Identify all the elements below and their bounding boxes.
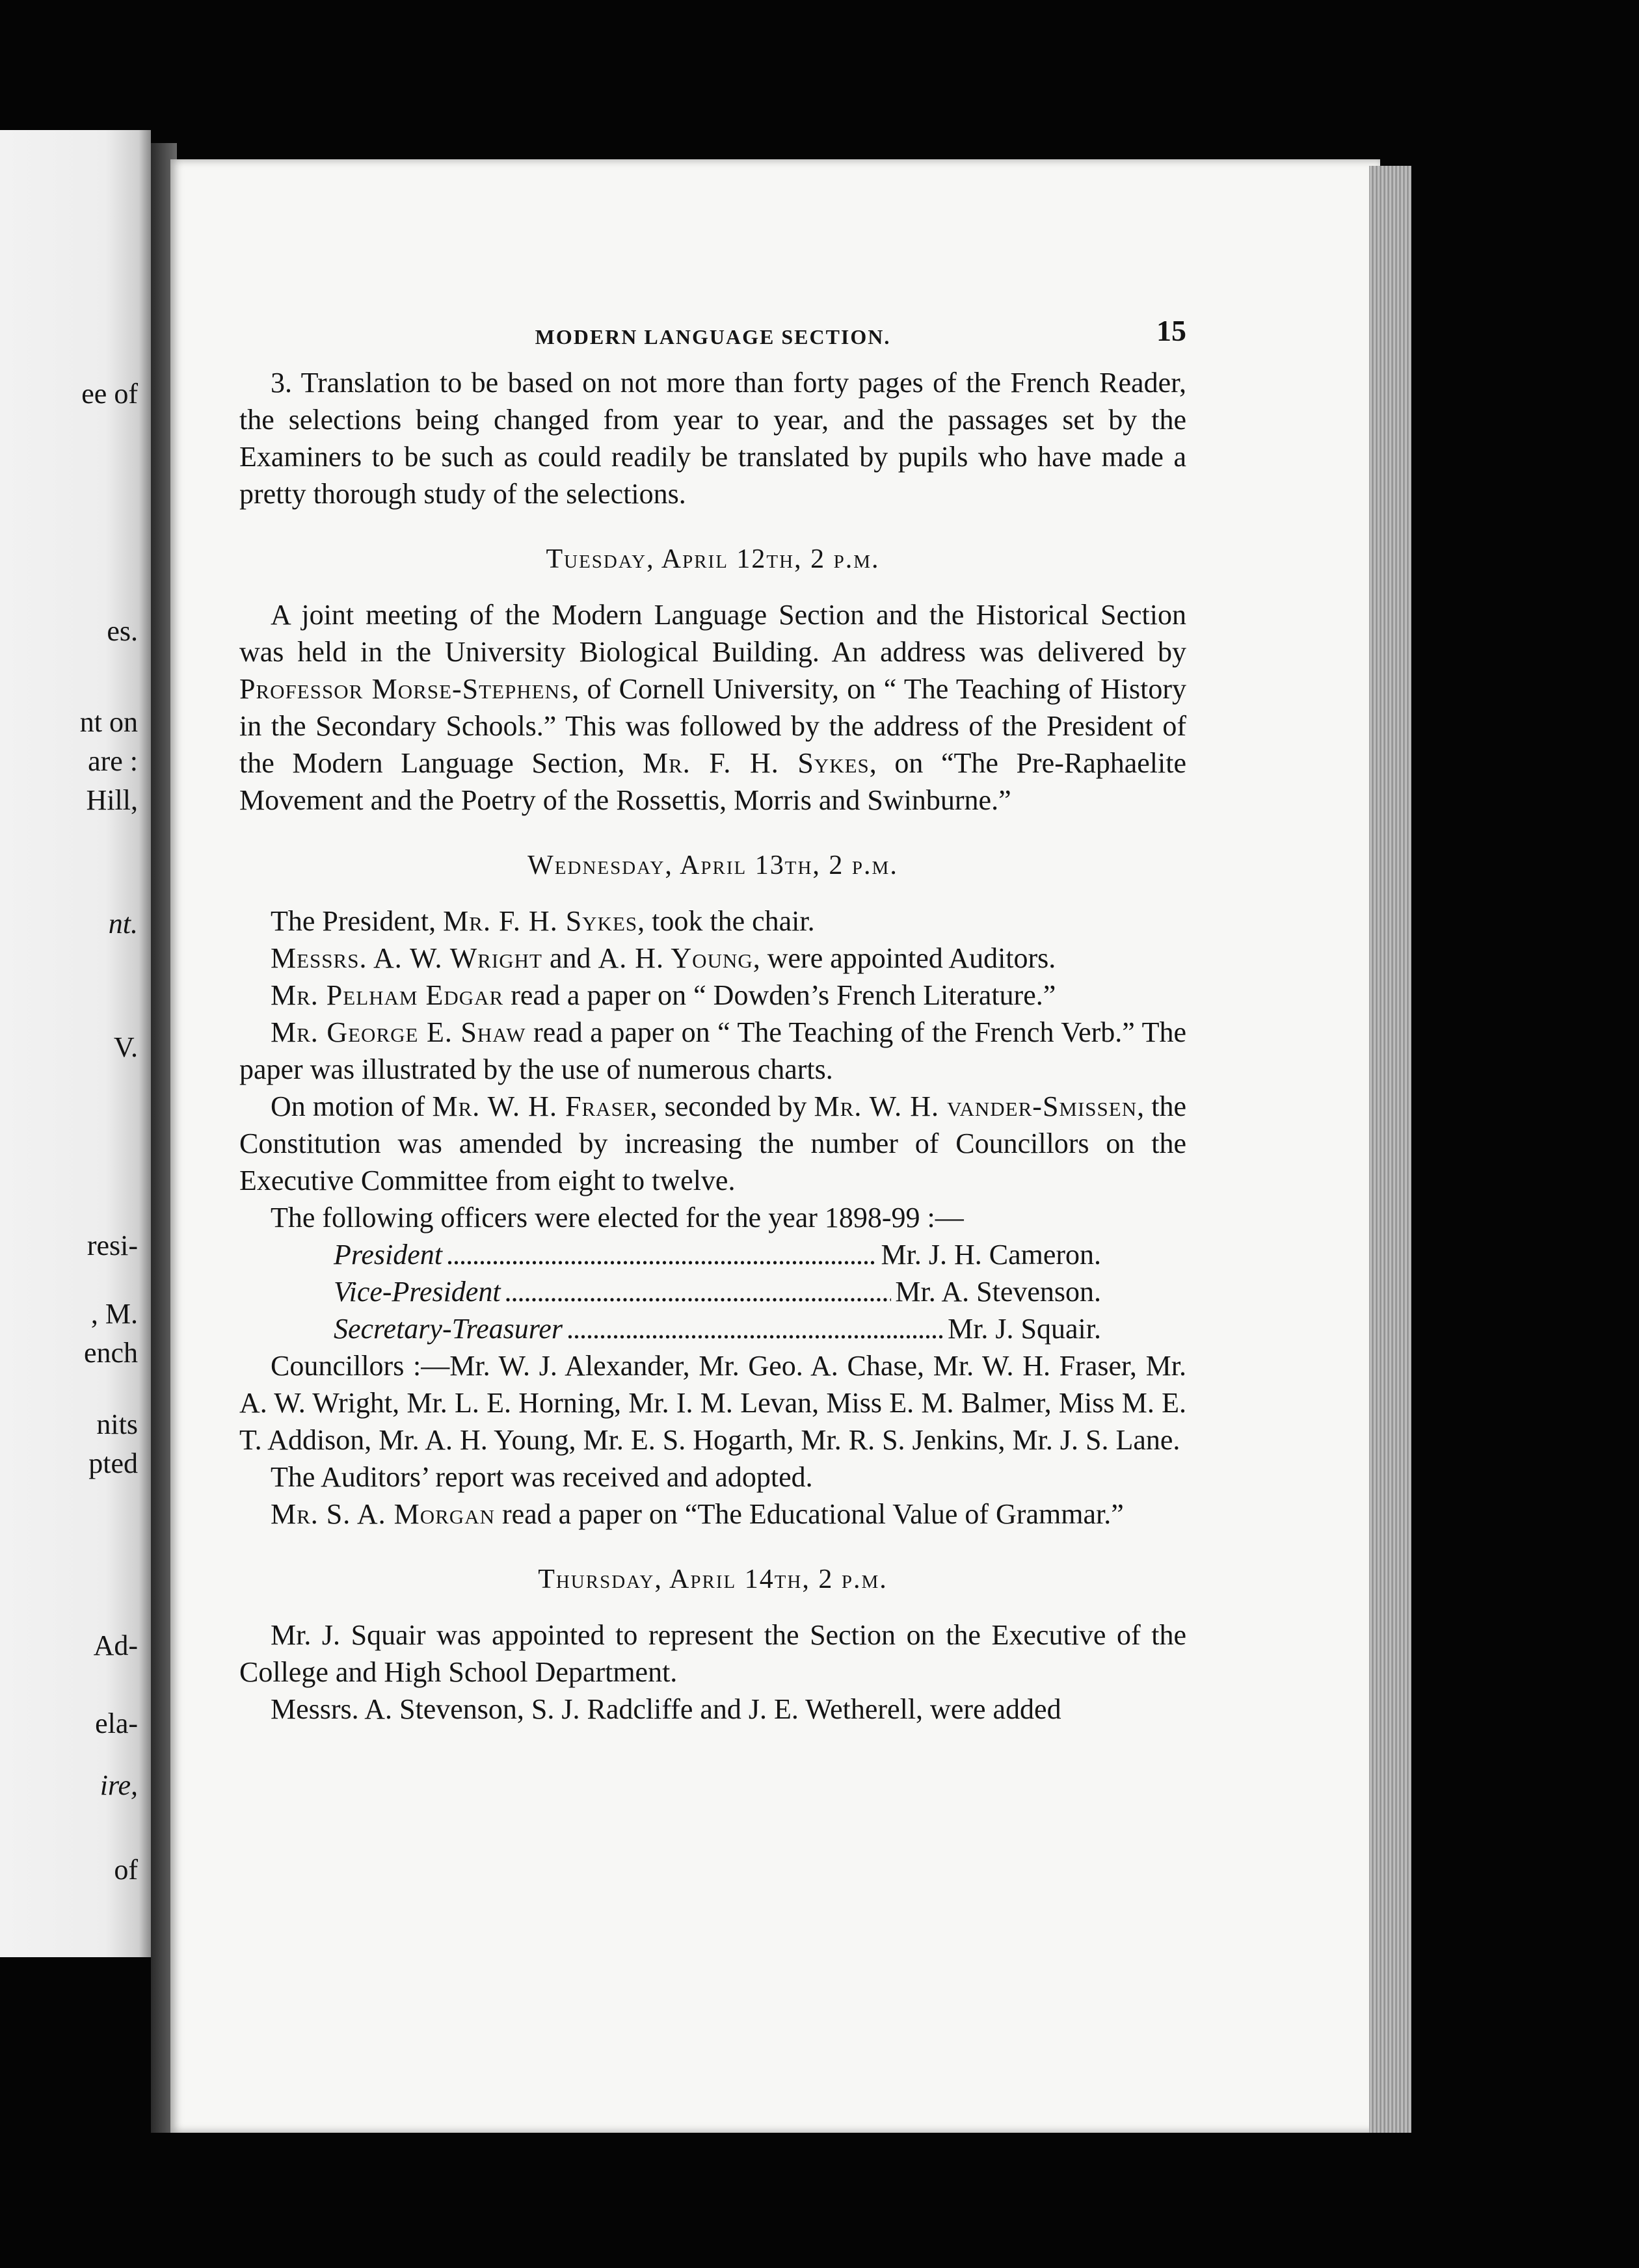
person-name: Mr. S. A. Morgan xyxy=(271,1498,495,1530)
facing-page-fragment: nt on xyxy=(79,706,138,738)
facing-page-fragment: ee of xyxy=(81,378,138,410)
text-span: , on “The Pre-Raphaelite Movement and the Poetry of the Rossettis, Morris and Swinburne.” xyxy=(239,747,1186,816)
wednesday-motion xyxy=(239,1088,1186,1199)
text-span: , of Cornell University, on “ The Teaching of History in the Secondary Schools.” This was followed by the address of the President of the Modern Language Section, xyxy=(239,673,1186,779)
text-span: , were appointed Auditors. xyxy=(753,942,1056,974)
officer-role: Secretary-Treasurer xyxy=(334,1313,563,1345)
wednesday-shaw-paper xyxy=(239,1014,1186,1088)
text-span: The President, xyxy=(271,905,444,937)
text-span: On motion of xyxy=(271,1090,433,1122)
facing-page-fragment: nt. xyxy=(108,908,138,940)
facing-page-fragment: es. xyxy=(107,615,138,647)
wednesday-edgar-paper xyxy=(239,977,1186,1014)
text-span: , took the chair. xyxy=(637,905,815,937)
text-span: A joint meeting of the Modern Language Section and the Historical Section was held in the University Biological Building. An address was delivered by xyxy=(239,599,1186,668)
facing-page-fragment: ench xyxy=(83,1337,138,1369)
officer-row xyxy=(334,1273,1101,1310)
thursday-paragraph-2: Messrs. A. Stevenson, S. J. Radcliffe and J. E. Wetherell, were added xyxy=(271,1693,1061,1725)
person-name: Mr. W. H. Fraser xyxy=(432,1090,650,1122)
facing-page-fragment: pted xyxy=(88,1447,138,1479)
dot-leader xyxy=(446,1236,877,1273)
person-name: Mr. W. H. vander-Smissen xyxy=(814,1090,1138,1122)
person-name: Messrs. A. W. Wright xyxy=(271,942,542,974)
running-head-title: MODERN LANGUAGE SECTION. xyxy=(535,325,891,349)
facing-page-fragment: are : xyxy=(88,745,138,777)
person-name: Professor Morse-Stephens xyxy=(239,673,572,705)
facing-page-fragment: resi- xyxy=(87,1230,138,1261)
dot-leader xyxy=(505,1273,892,1310)
person-name: Mr. F. H. Sykes xyxy=(642,747,870,779)
facing-page-fragment: of xyxy=(114,1854,138,1886)
intro-paragraph: 3. Translation to be based on not more than forty pages of the French Reader, the selections being changed from year to year, and the passages set by the Examiners to be such as could readily be translated by pupils who have made a pretty thorough study of the selections. xyxy=(239,367,1186,510)
dot-leader xyxy=(566,1310,944,1347)
facing-page-fragment: , M. xyxy=(90,1298,138,1330)
tuesday-paragraph xyxy=(239,596,1186,819)
officer-name: Mr. A. Stevenson. xyxy=(895,1276,1101,1308)
facing-page-fragment: Hill, xyxy=(86,784,138,816)
page-number: 15 xyxy=(1156,314,1186,347)
text-span: read a paper on “ Dowden’s French Literature.” xyxy=(503,979,1056,1011)
wednesday-chair xyxy=(239,903,1186,940)
councillors-list: Councillors :—Mr. W. J. Alexander, Mr. Geo. A. Chase, Mr. W. H. Fraser, Mr. A. W. Wright, Mr. L. E. Horning, Mr. I. M. Levan, Miss E. M. Balmer, Miss M. E. T. Addison, Mr. A. H. Young, Mr. E. S. Hogarth, Mr. R. S. Jenkins, Mr. J. S. Lane. xyxy=(239,1350,1186,1456)
person-name: A. H. Young xyxy=(598,942,753,974)
text-span: , the Constitution was amended by increasing the number of Councillors on the Executive Committee from eight to twelve. xyxy=(239,1090,1186,1196)
officer-role: Vice-President xyxy=(334,1276,501,1308)
page-text xyxy=(239,312,1186,1728)
text-span: read a paper on “ The Teaching of the French Verb.” The paper was illustrated by the use of numerous charts. xyxy=(239,1016,1186,1085)
thursday-paragraph-1: Mr. J. Squair was appointed to represent the Section on the Executive of the College and High School Department. xyxy=(239,1619,1186,1688)
wednesday-heading: Wednesday, April 13th, 2 p.m. xyxy=(527,850,898,880)
text-span: , seconded by xyxy=(650,1090,814,1122)
officer-name: Mr. J. Squair. xyxy=(948,1313,1101,1345)
wednesday-auditors xyxy=(239,940,1186,977)
person-name: Mr. Pelham Edgar xyxy=(271,979,504,1011)
text-span: read a paper on “The Educational Value of Grammar.” xyxy=(494,1498,1124,1530)
person-name: Mr. George E. Shaw xyxy=(271,1016,526,1048)
facing-page-fragment: nits xyxy=(96,1408,138,1440)
auditors-report: The Auditors’ report was received and adopted. xyxy=(271,1461,813,1493)
officer-name: Mr. J. H. Cameron. xyxy=(881,1239,1101,1271)
wednesday-morgan-paper xyxy=(239,1496,1186,1533)
tuesday-heading: Tuesday, April 12th, 2 p.m. xyxy=(546,544,880,574)
officers-list xyxy=(239,1236,1186,1347)
wednesday-officers-intro: The following officers were elected for the year 1898-99 :— xyxy=(271,1202,964,1233)
thursday-heading: Thursday, April 14th, 2 p.m. xyxy=(538,1564,888,1594)
officer-row xyxy=(334,1236,1101,1273)
text-span: and xyxy=(542,942,598,974)
facing-page-fragment: V. xyxy=(113,1031,138,1063)
officer-row xyxy=(334,1310,1101,1347)
facing-page-fragment: ela- xyxy=(95,1708,138,1739)
facing-page xyxy=(0,130,151,1957)
person-name: Mr. F. H. Sykes xyxy=(443,905,638,937)
officer-role: President xyxy=(334,1239,442,1271)
facing-page-fragment: ire, xyxy=(100,1769,138,1801)
facing-page-fragment: Ad- xyxy=(93,1629,138,1661)
running-head xyxy=(239,312,1186,364)
page-edges xyxy=(1369,166,1411,2133)
